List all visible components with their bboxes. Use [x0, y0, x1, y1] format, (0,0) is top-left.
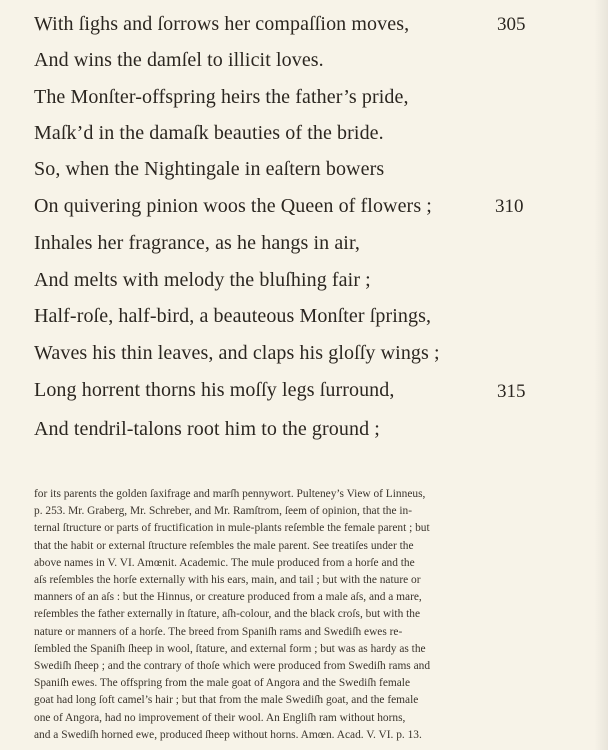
footnote-line: Swediſh ſheep ; and the contrary of thoſe which were produced from Swediſh rams and — [34, 660, 431, 673]
footnote-line: manners of an aſs : but the Hinnus, or creature produced from a male aſs, and a mare, — [34, 591, 422, 604]
verse-line-12: And tendril-talons root him to the ground ; — [34, 418, 380, 440]
verse-line-6: On quivering pinion woos the Queen of flowers ; — [34, 195, 432, 217]
footnote-line: for its parents the golden ſaxifrage and marſh pennywort. Pulteney’s View of Linneus, — [34, 488, 426, 500]
footnote-line: and a Swediſh horned ewe, produced ſheep without horns. Amœn. Acad. V. VI. p. 13. — [34, 728, 422, 741]
line-number-310: 310 — [495, 196, 524, 217]
footnote-line: p. 253. Mr. Graberg, Mr. Schreber, and Mr. Ramſtrom, ſeem of opinion, that the in- — [34, 505, 413, 518]
footnote-line: above names in V. VI. Amœnit. Academic. The mule produced from a horſe and the — [34, 556, 415, 569]
footnote-block — [34, 486, 530, 744]
line-number-305: 305 — [497, 14, 526, 35]
footnote-line: Spaniſh ewes. The offspring from the male goat of Angora and the Swediſh female — [34, 677, 411, 690]
footnote-line: ſembled the Spaniſh ſheep in wool, ſtature, and external form ; but was as hardy as the — [34, 642, 426, 655]
verse-line-3: The Monſter-offspring heirs the father’s pride, — [34, 86, 409, 108]
footnote-line: one of Angora, had no improvement of their wool. An Engliſh ram without horns, — [34, 711, 406, 724]
footnote-line: goat had long ſoft camel’s hair ; but that from the male Swediſh goat, and the female — [34, 694, 419, 707]
line-number-315: 315 — [497, 381, 526, 402]
footnote-line: that the habit or external ſtructure reſembles the male parent. See treatiſes under the — [34, 539, 414, 552]
verse-line-2: And wins the damſel to illicit loves. — [34, 49, 324, 71]
footnote-line: ternal ſtructure or parts of fructification in mule-plants reſemble the female parent ; but — [34, 522, 430, 535]
verse-line-8: And melts with melody the bluſhing fair ; — [34, 269, 371, 291]
verse-line-9: Half-roſe, half-bird, a beauteous Monſter ſprings, — [34, 305, 432, 327]
verse-line-1: With ſighs and ſorrows her compaſſion moves, — [34, 13, 410, 35]
verse-line-7: Inhales her fragrance, as he hangs in air, — [34, 232, 361, 254]
page-edge-shadow — [594, 0, 608, 750]
verse-line-5: So, when the Nightingale in eaſtern bowers — [34, 158, 385, 180]
verse-line-11: Long horrent thorns his moſſy legs ſurround, — [34, 379, 395, 401]
footnote-line: nature or manners of a horſe. The breed from Spaniſh rams and Swediſh ewes re- — [34, 625, 403, 638]
footnote-line: aſs reſembles the horſe externally with his ears, main, and tail ; but with the nature or — [34, 574, 421, 587]
verse-line-10: Waves his thin leaves, and claps his gloſſy wings ; — [34, 342, 440, 364]
footnote-line: reſembles the father externally in ſtature, aſh-colour, and the black croſs, but with the — [34, 608, 421, 621]
verse-line-4: Maſk’d in the damaſk beauties of the bride. — [34, 122, 384, 144]
